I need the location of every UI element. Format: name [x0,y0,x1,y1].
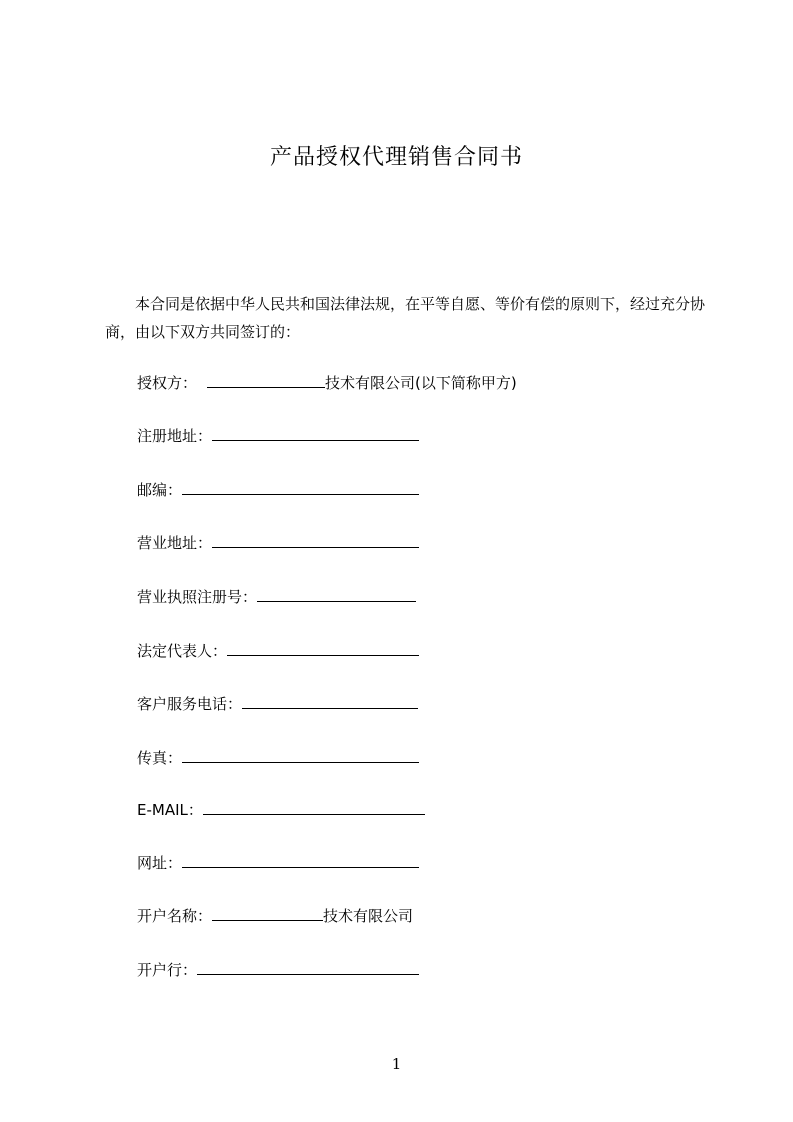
business-address-label: 营业地址： [137,534,213,552]
email-label: E-MAIL： [137,801,203,819]
account-name-blank [212,905,323,921]
postcode-blank [182,479,419,495]
license-no-label: 营业执照注册号： [137,588,258,606]
fax-label: 传真： [137,749,183,767]
legal-rep-field [137,640,419,661]
website-field [137,852,419,873]
business-address-field [137,532,419,553]
fax-field [137,747,419,768]
service-phone-blank [242,693,418,709]
website-blank [182,852,419,868]
email-field [137,799,425,820]
document-title: 产品授权代理销售合同书 [269,145,523,170]
bank-blank [197,959,419,975]
page-number: 1 [391,1055,402,1073]
grantor-label: 授权方： [137,374,198,392]
reg-address-label: 注册地址： [137,427,213,445]
account-name-label: 开户名称： [137,907,213,925]
service-phone-field [137,693,418,714]
email-blank [203,799,425,815]
reg-address-field [137,425,419,446]
fax-blank [182,747,419,763]
bank-field [137,959,419,980]
legal-rep-label: 法定代表人： [137,642,228,660]
postcode-label: 邮编： [137,481,183,499]
grantor-suffix: 技术有限公司(以下简称甲方) [325,374,517,392]
service-phone-label: 客户服务电话： [137,695,243,713]
website-label: 网址： [137,854,183,872]
legal-rep-blank [227,640,419,656]
reg-address-blank [212,425,419,441]
postcode-field [137,479,419,500]
intro-paragraph: 本合同是依据中华人民共和国法律法规，在平等自愿、等价有偿的原则下，经过充分协商，由以下双方共同签订的： [105,295,706,341]
account-name-suffix: 技术有限公司 [323,907,414,925]
grantor-name-blank [207,372,325,388]
business-address-blank [212,532,419,548]
account-name-field [137,905,413,926]
bank-label: 开户行： [137,961,198,979]
license-no-blank [257,586,416,602]
license-no-field [137,586,416,607]
grantor-field [137,372,517,393]
